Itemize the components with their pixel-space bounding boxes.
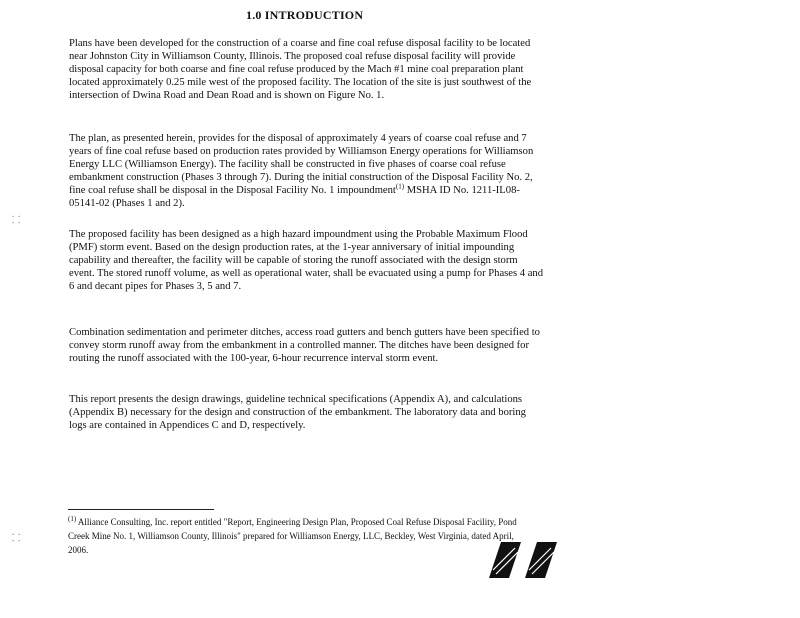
footnote-divider bbox=[68, 509, 214, 510]
footnote bbox=[68, 515, 523, 557]
paragraph-ditches: Combination sedimentation and perimeter ditches, access road gutters and bench gutters have been specified to convey storm runoff away from the embankment in a controlled manner. The ditches have been designed for routing the runoff associated with the 100-year, 6-hour recurrence interval storm event. bbox=[69, 327, 540, 364]
paragraph-text: MSHA ID No. 1211-IL08-05141-02 (Phases 1 and 2). bbox=[69, 185, 520, 209]
paragraph-hazard-design: The proposed facility has been designed as a high hazard impoundment using the Probable Maximum Flood (PMF) storm event. Based on the design production rates, at the 1-year anniversary of initial impounding capability and thereafter, the facility will be capable of storing the runoff associated with the design storm event. The stored runoff volume, as well as operational water, shall be evacuated using a pump for Phases 4 and 6 and decant pipes for Phases 3, 5 and 7. bbox=[69, 229, 543, 292]
footnote-reference: (1) bbox=[395, 182, 405, 191]
paragraph-disposal-plan bbox=[69, 132, 544, 210]
logo-mark-left bbox=[489, 542, 521, 578]
logo-mark-right bbox=[525, 542, 557, 578]
footnote-marker: (1) bbox=[68, 515, 77, 523]
company-logo bbox=[489, 540, 559, 580]
binding-hole-mark: ⸬ bbox=[12, 533, 21, 544]
paragraph-report-contents: This report presents the design drawings, guideline technical specifications (Appendix A), and calculations (Appendix B) necessary for the design and construction of the embankment. The laboratory data and boring logs are contained in Appendices C and D, respectively. bbox=[69, 394, 526, 431]
section-heading: 1.0 INTRODUCTION bbox=[246, 8, 364, 22]
footnote-text: Alliance Consulting, Inc. report entitled "Report, Engineering Design Plan, Proposed Coal Refuse Disposal Facility, Pond Creek Mine No. 1, Williamson County, Illinois" prepared for Williamson Energy, LLC, Beckley, West Virginia, dated April, 2006. bbox=[68, 517, 517, 555]
paragraph-project-overview: Plans have been developed for the construction of a coarse and fine coal refuse disposal facility to be located near Johnston City in Williamson County, Illinois. The proposed coal refuse disposal facility will provide disposal capacity for both coarse and fine coal refuse produced by the Mach #1 mine coal preparation plant located approximately 0.25 mile west of the proposed facility. The location of the site is just southwest of the intersection of Dwina Road and Dean Road and is shown on Figure No. 1. bbox=[69, 38, 532, 101]
paragraph-text: The plan, as presented herein, provides for the disposal of approximately 4 years of coarse coal refuse and 7 years of fine coal refuse based on production rates provided by Williamson Energy operations for Williamson Energy LLC (Williamson Energy). The facility shall be constructed in five phases of coarse coal refuse embankment construction (Phases 3 through 7). During the initial construction of the Disposal Facility No. 2, fine coal refuse shall be disposal in the Disposal Facility No. 1 impoundment bbox=[69, 133, 534, 196]
binding-hole-mark: ⸬ bbox=[12, 215, 21, 226]
